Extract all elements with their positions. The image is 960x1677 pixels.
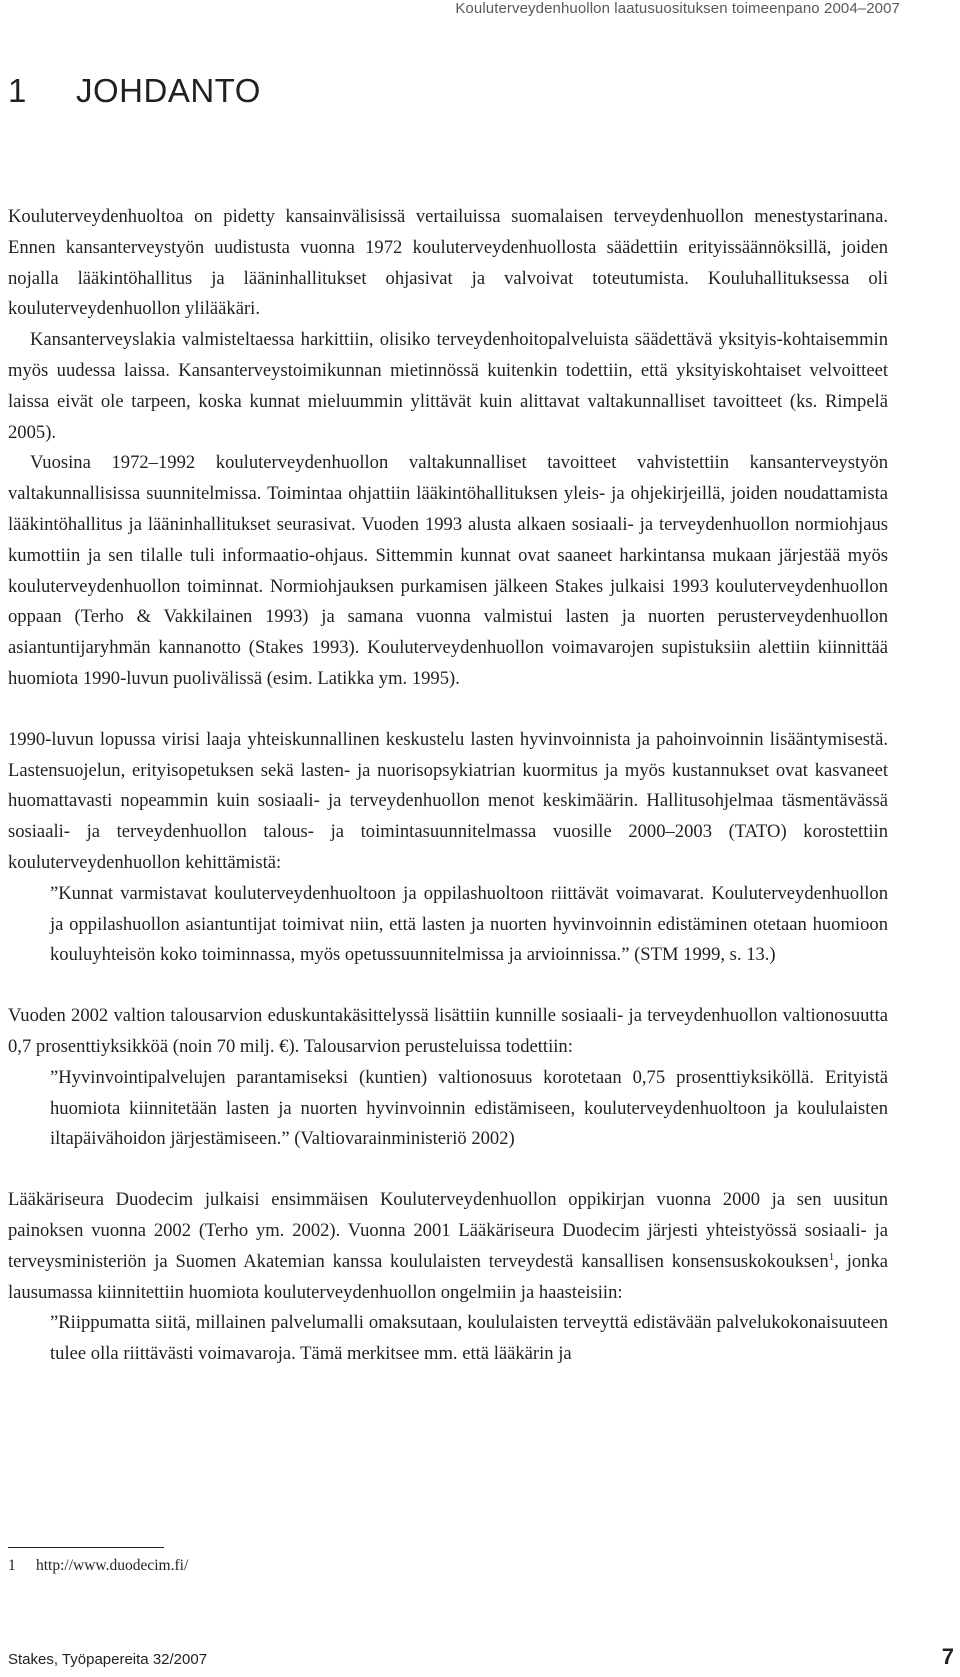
body-text	[8, 202, 888, 1370]
paragraph-6	[8, 1185, 888, 1308]
footnote-link[interactable]: http://www.duodecim.fi/	[36, 1557, 189, 1574]
chapter-heading	[8, 72, 261, 110]
footnote-number: 1	[8, 1557, 16, 1574]
page-number: 7	[941, 1644, 954, 1669]
paragraph-6-text: Lääkäriseura Duodecim julkaisi ensimmäisen Kouluterveydenhuollon oppikirjan vuonna 2000 ja sen uusitun painoksen vuonna 2002 (Terho ym. 2002). Vuonna 2001 Lääkäriseura Duodecim järjesti yhteistyössä sosiaali- ja terveysministeriön ja Suomen Akatemian kanssa koululaisten terveydestä kansallisen konsensuskokouksen	[8, 1189, 888, 1272]
paragraph-2: Kansanterveyslakia valmisteltaessa harkittiin, olisiko terveydenhoitopalveluista säädettävä yksityis-kohtaisemmin myös uudessa laissa. Kansanterveystoimikunnan mietinnössä kuitenkin todettiin, että yksityiskohtaiset velvoitteet laissa eivät ole tarpeen, koska kunnat mieluummin ylittävät kuin alittavat valtakunnalliset tavoitteet (ks. Rimpelä 2005).	[8, 329, 888, 443]
paragraph-3: Vuosina 1972–1992 kouluterveydenhuollon valtakunnalliset tavoitteet vahvistettiin kansanterveystyön valtakunnallisissa suunnitelmissa. Toimintaa ohjattiin lääkintöhallituksen yleis- ja ohjekirjeillä, joiden noudattamista lääkintöhallitus ja lääninhallitukset seurasivat. Vuoden 1993 alusta alkaen sosiaali- ja terveydenhuollon normiohjaus kumottiin ja sen tilalle tuli informaatio-ohjaus. Sittemmin kunnat ovat saaneet harkintansa mukaan järjestää myös kouluterveydenhuollon toiminnat. Normiohjauksen purkamisen jälkeen Stakes julkaisi 1993 kouluterveydenhuollon oppaan (Terho & Vakkilainen 1993) ja samana vuonna valmistui lasten ja nuorten perusterveydenhuollon asiantuntijaryhmän kannanotto (Stakes 1993). Kouluterveydenhuollon voimavarojen supistuksiin alettiin kiinnittää huomiota 1990-luvun puolivälissä (esim. Latikka ym. 1995).	[8, 452, 888, 689]
footnote-divider	[8, 1547, 164, 1548]
footnote	[8, 1557, 188, 1575]
block-quote-2: ”Hyvinvointipalvelujen parantamiseksi (kuntien) valtionosuus korotetaan 0,75 prosenttiyksiköllä. Erityistä huomiota kiinnitetään lasten ja nuorten hyvinvoinnin edistämiseen, kouluterveydenhuoltoon ja koululaisten iltapäivähoidon järjestämiseen.” (Valtiovarainministeriö 2002)	[50, 1066, 888, 1150]
running-footer: Stakes, Työpapereita 32/2007	[8, 1651, 208, 1668]
block-quote-1: ”Kunnat varmistavat kouluterveydenhuoltoon ja oppilashuoltoon riittävät voimavarat. Kouluterveydenhuollon ja oppilashuollon asiantuntijat toimivat niin, että lasten ja nuorten hyvinvoinnin edistäminen otetaan huomioon kouluyhteisön koko toiminnassa, myös opetussuunnitelmissa ja arvioinnissa.” (STM 1999, s. 13.)	[50, 882, 888, 966]
paragraph-4: 1990-luvun lopussa virisi laaja yhteiskunnallinen keskustelu lasten hyvinvoinnista ja pahoinvoinnin lisääntymisestä. Lastensuojelun, erityisopetuksen sekä lasten- ja nuorisopsykiatrian kuormitus ja myös kustannukset ovat kasvaneet huomattavasti nopeammin kuin sosiaali- ja terveydenhuollon menot keskimäärin. Hallitusohjelmaa täsmentävässä sosiaali- ja terveydenhuollon talous- ja toimintasuunnitelmassa vuosille 2000–2003 (TATO) korostettiin kouluterveydenhuollon kehittämistä:	[8, 728, 888, 873]
paragraph-5: Vuoden 2002 valtion talousarvion eduskuntakäsittelyssä lisättiin kunnille sosiaali- ja terveydenhuollon valtionosuutta 0,7 prosenttiyksikköä (noin 70 milj. €). Talousarvion perusteluissa todettiin:	[8, 1005, 888, 1057]
running-header: Kouluterveydenhuollon laatusuosituksen toimeenpano 2004–2007	[455, 0, 900, 17]
chapter-number: 1	[8, 72, 27, 109]
block-quote-3: ”Riippumatta siitä, millainen palvelumalli omaksutaan, koululaisten terveyttä edistävään palvelukokonaisuuteen tulee olla riittävästi voimavaroja. Tämä merkitsee mm. että lääkärin ja	[50, 1312, 888, 1365]
paragraph-6-text-cont: , jonka lausumassa kiinnitettiin huomiota kouluterveydenhuollon ongelmiin ja haasteisiin:	[8, 1250, 889, 1303]
paragraph-1: Kouluterveydenhuoltoa on pidetty kansainvälisissä vertailuissa suomalaisen terveydenhuollon menestystarinana. Ennen kansanterveystyön uudistusta vuonna 1972 kouluterveydenhuollosta säädettiin erityissäännöksillä, joiden nojalla lääkintöhallitus ja lääninhallitukset ohjasivat ja valvoivat toteutumista. Kouluhallituksessa oli kouluterveydenhuollon ylilääkäri.	[8, 206, 888, 320]
chapter-title: JOHDANTO	[76, 72, 261, 109]
footnote-reference[interactable]: 1	[828, 1250, 835, 1263]
